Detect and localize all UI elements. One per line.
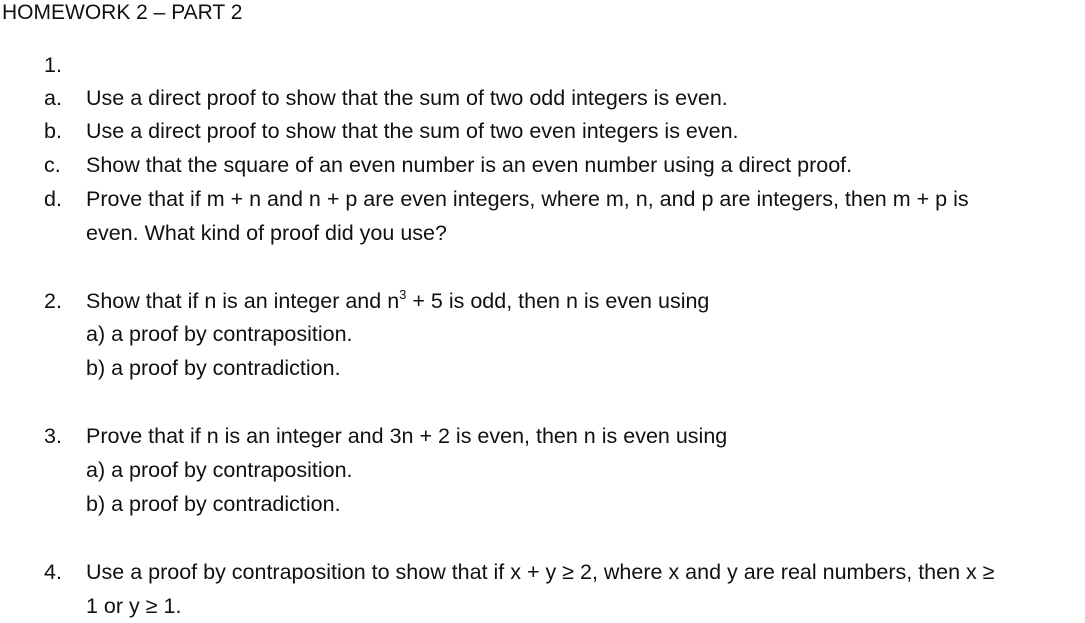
question-1b-text: Use a direct proof to show that the sum of two even integers is even.: [86, 119, 739, 143]
question-1d-text-line-2: even. What kind of proof did you use?: [86, 221, 447, 245]
page-title: HOMEWORK 2 – PART 2: [2, 1, 243, 24]
question-4-text-line-2: 1 or y ≥ 1.: [86, 594, 182, 618]
question-2-text-post: + 5 is odd, then n is even using: [406, 289, 710, 313]
question-2a-text: a) a proof by contraposition.: [86, 322, 353, 346]
question-3b-text: b) a proof by contradiction.: [86, 492, 341, 516]
question-3a-text: a) a proof by contraposition.: [86, 458, 353, 482]
question-1c-label: c.: [44, 153, 61, 177]
question-1-number: 1.: [44, 53, 62, 77]
question-1a-label: a.: [44, 86, 62, 110]
question-4-text-line-1: Use a proof by contraposition to show that if x + y ≥ 2, where x and y are real numbers, then x ≥: [86, 560, 995, 584]
question-2-number: 2.: [44, 289, 62, 313]
question-2-text-pre: Show that if n is an integer and n: [86, 289, 400, 313]
question-4-number: 4.: [44, 560, 62, 584]
question-2-text: [86, 286, 709, 316]
question-1d-label: d.: [44, 187, 62, 211]
question-3-text: Prove that if n is an integer and 3n + 2 is even, then n is even using: [86, 424, 728, 448]
question-1d-text-line-1: Prove that if m + n and n + p are even integers, where m, n, and p are integers, then m + p is: [86, 187, 969, 211]
question-2-exponent: 3: [399, 287, 407, 302]
question-1a-text: Use a direct proof to show that the sum of two odd integers is even.: [86, 86, 728, 110]
question-1b-label: b.: [44, 119, 62, 143]
question-2b-text: b) a proof by contradiction.: [86, 356, 341, 380]
question-3-number: 3.: [44, 424, 62, 448]
question-1c-text: Show that the square of an even number is an even number using a direct proof.: [86, 153, 853, 177]
